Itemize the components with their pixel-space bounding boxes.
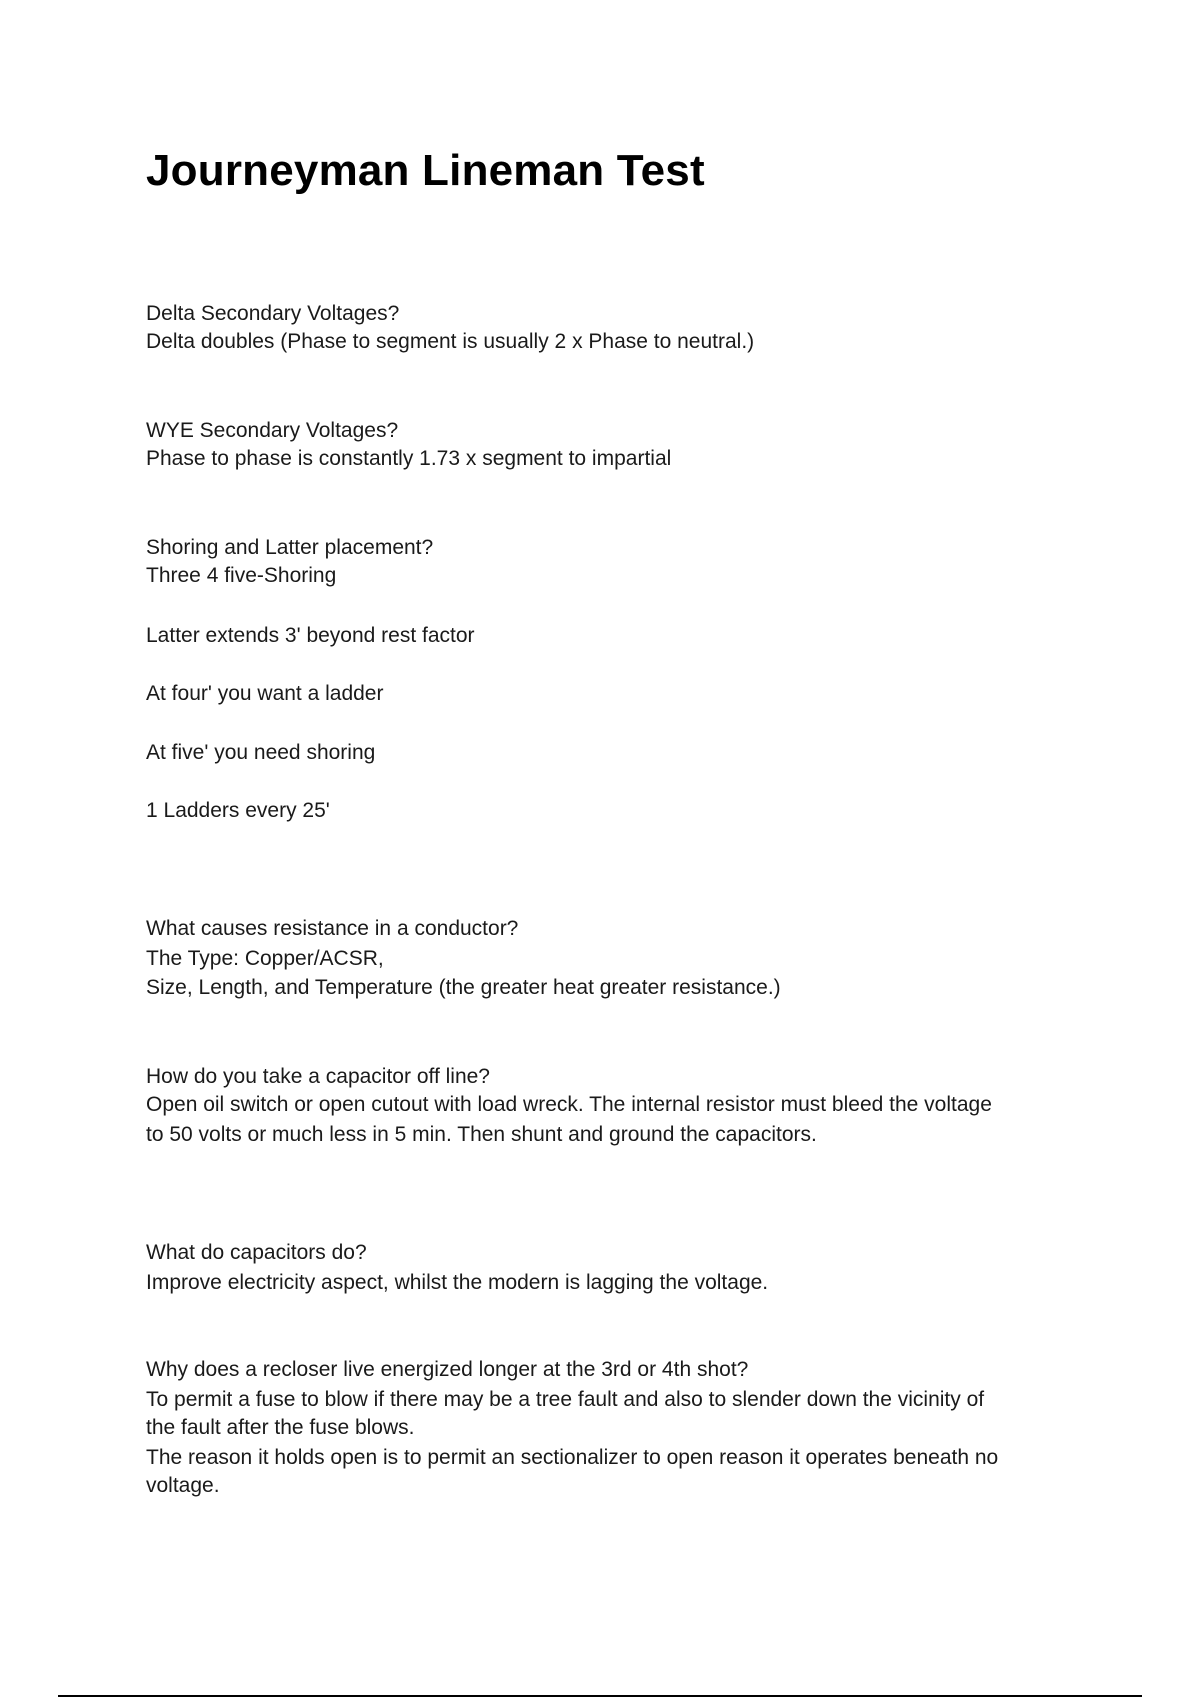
question-recloser: Why does a recloser live energized longer at the 3rd or 4th shot? [146,1358,749,1381]
question-delta-voltages: Delta Secondary Voltages? [146,302,400,325]
answer-shoring-line: Three 4 five-Shoring [146,564,337,587]
answer-delta-voltages: Delta doubles (Phase to segment is usually 2 x Phase to neutral.) [146,330,755,353]
question-wye-voltages: WYE Secondary Voltages? [146,419,399,442]
question-conductor-resistance: What causes resistance in a conductor? [146,917,519,940]
answer-capacitors-function: Improve electricity aspect, whilst the modern is lagging the voltage. [146,1271,769,1294]
answer-recloser-line: To permit a fuse to blow if there may be a tree fault and also to slender down the vicinity of [146,1388,985,1411]
document-title: Journeyman Lineman Test [146,146,705,195]
answer-shoring-line: At five' you need shoring [146,741,376,764]
answer-shoring-line: Latter extends 3' beyond rest factor [146,624,475,647]
answer-capacitor-offline-line: Open oil switch or open cutout with load wreck. The internal resistor must bleed the voltage [146,1093,992,1116]
answer-recloser-line: The reason it holds open is to permit an sectionalizer to open reason it operates beneath no [146,1446,999,1469]
answer-resistance-line: The Type: Copper/ACSR, [146,947,384,970]
answer-shoring-line: 1 Ladders every 25' [146,799,330,822]
answer-resistance-line: Size, Length, and Temperature (the greater heat greater resistance.) [146,976,781,999]
answer-recloser-line: the fault after the fuse blows. [146,1416,415,1439]
page-bottom-rule [58,1695,1142,1697]
answer-recloser-line: voltage. [146,1474,220,1497]
question-shoring-placement: Shoring and Latter placement? [146,536,434,559]
answer-shoring-line: At four' you want a ladder [146,682,384,705]
question-capacitor-offline: How do you take a capacitor off line? [146,1065,490,1088]
question-capacitors-function: What do capacitors do? [146,1241,367,1264]
answer-capacitor-offline-line: to 50 volts or much less in 5 min. Then shunt and ground the capacitors. [146,1123,817,1146]
answer-wye-voltages: Phase to phase is constantly 1.73 x segment to impartial [146,447,672,470]
